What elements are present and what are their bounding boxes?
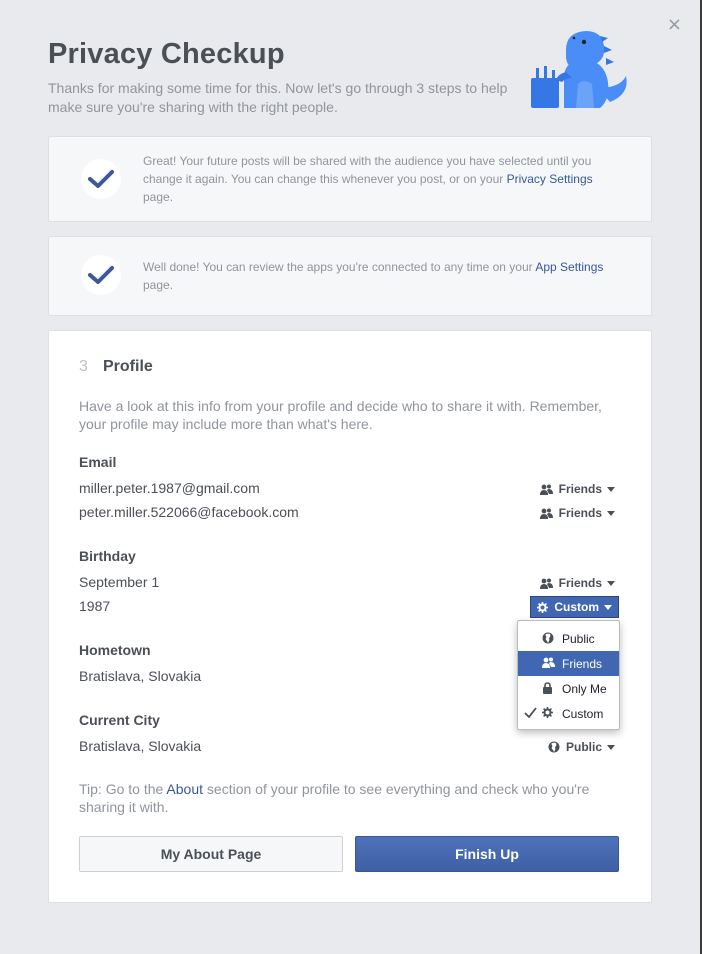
birthday-date-value: September 1 [79,574,160,590]
step-number: 3 [79,358,88,375]
profile-intro: Have a look at this info from your profile and decide who to share it with. Remember, your profile may include more than what's here. [79,398,602,432]
checkmark-icon [81,255,121,295]
completed-step-text: Well done! You can review the apps you're connected to any time on your App Settings page. [143,260,604,292]
chevron-down-icon [607,745,615,750]
gear-icon [542,707,553,718]
menu-item-public[interactable]: Public [518,626,619,651]
email-audience-selector[interactable]: Friends [540,479,615,499]
birthday-year-value: 1987 [79,598,111,614]
email-audience-selector[interactable]: Friends [540,503,615,523]
globe-icon [548,741,560,753]
step-title: Profile [103,358,153,375]
chevron-down-icon [604,605,612,610]
email-value-secondary: peter.miller.522066@facebook.com [79,504,299,520]
privacy-settings-link[interactable]: Privacy Settings [506,172,593,186]
check-icon [524,707,537,718]
checkmark-icon [81,159,121,199]
friends-icon [540,508,553,519]
completed-step-posts [48,136,652,222]
gear-icon [537,602,548,613]
close-icon[interactable]: × [666,14,682,35]
friends-icon [540,578,553,589]
dialog-title: Privacy Checkup [48,38,285,70]
friends-icon [540,484,553,495]
email-value-primary: miller.peter.1987@gmail.com [79,480,260,496]
completed-step-text: Great! Your future posts will be shared with the audience you have selected until you change it again. You can change this whenever you post, or on your Privacy Settings page. [143,154,593,204]
globe-icon [542,632,554,644]
app-settings-link[interactable]: App Settings [535,260,604,274]
menu-item-custom[interactable]: Custom [518,701,619,726]
profile-step-card [48,330,652,903]
birthday-date-audience-selector[interactable]: Friends [540,573,615,593]
birthday-label: Birthday [79,548,136,564]
lock-icon [542,682,553,694]
profile-tip: Tip: Go to the About section of your profile to see everything and check who you're sharing it with. [79,781,590,815]
finish-up-button[interactable]: Finish Up [355,836,619,872]
menu-item-only-me[interactable]: Only Me [518,676,619,701]
my-about-page-button[interactable]: My About Page [79,836,343,872]
privacy-dinosaur-icon [528,28,632,110]
hometown-label: Hometown [79,642,151,658]
audience-dropdown-menu [517,620,620,730]
about-link[interactable]: About [166,781,204,797]
chevron-down-icon [607,487,615,492]
birthday-year-audience-selector[interactable]: Custom [530,596,619,618]
dialog-subtitle: Thanks for making some time for this. Now let's go through 3 steps to help make sure you're sharing with the right people. [48,80,508,115]
current-city-label: Current City [79,712,160,728]
hometown-value: Bratislava, Slovakia [79,668,202,684]
current-city-value: Bratislava, Slovakia [79,738,202,754]
email-label: Email [79,454,117,470]
completed-step-apps [48,236,652,316]
chevron-down-icon [607,581,615,586]
current-city-audience-selector[interactable]: Public [548,737,615,757]
menu-item-friends[interactable]: Friends [518,651,619,676]
friends-icon [542,657,555,668]
chevron-down-icon [607,511,615,516]
